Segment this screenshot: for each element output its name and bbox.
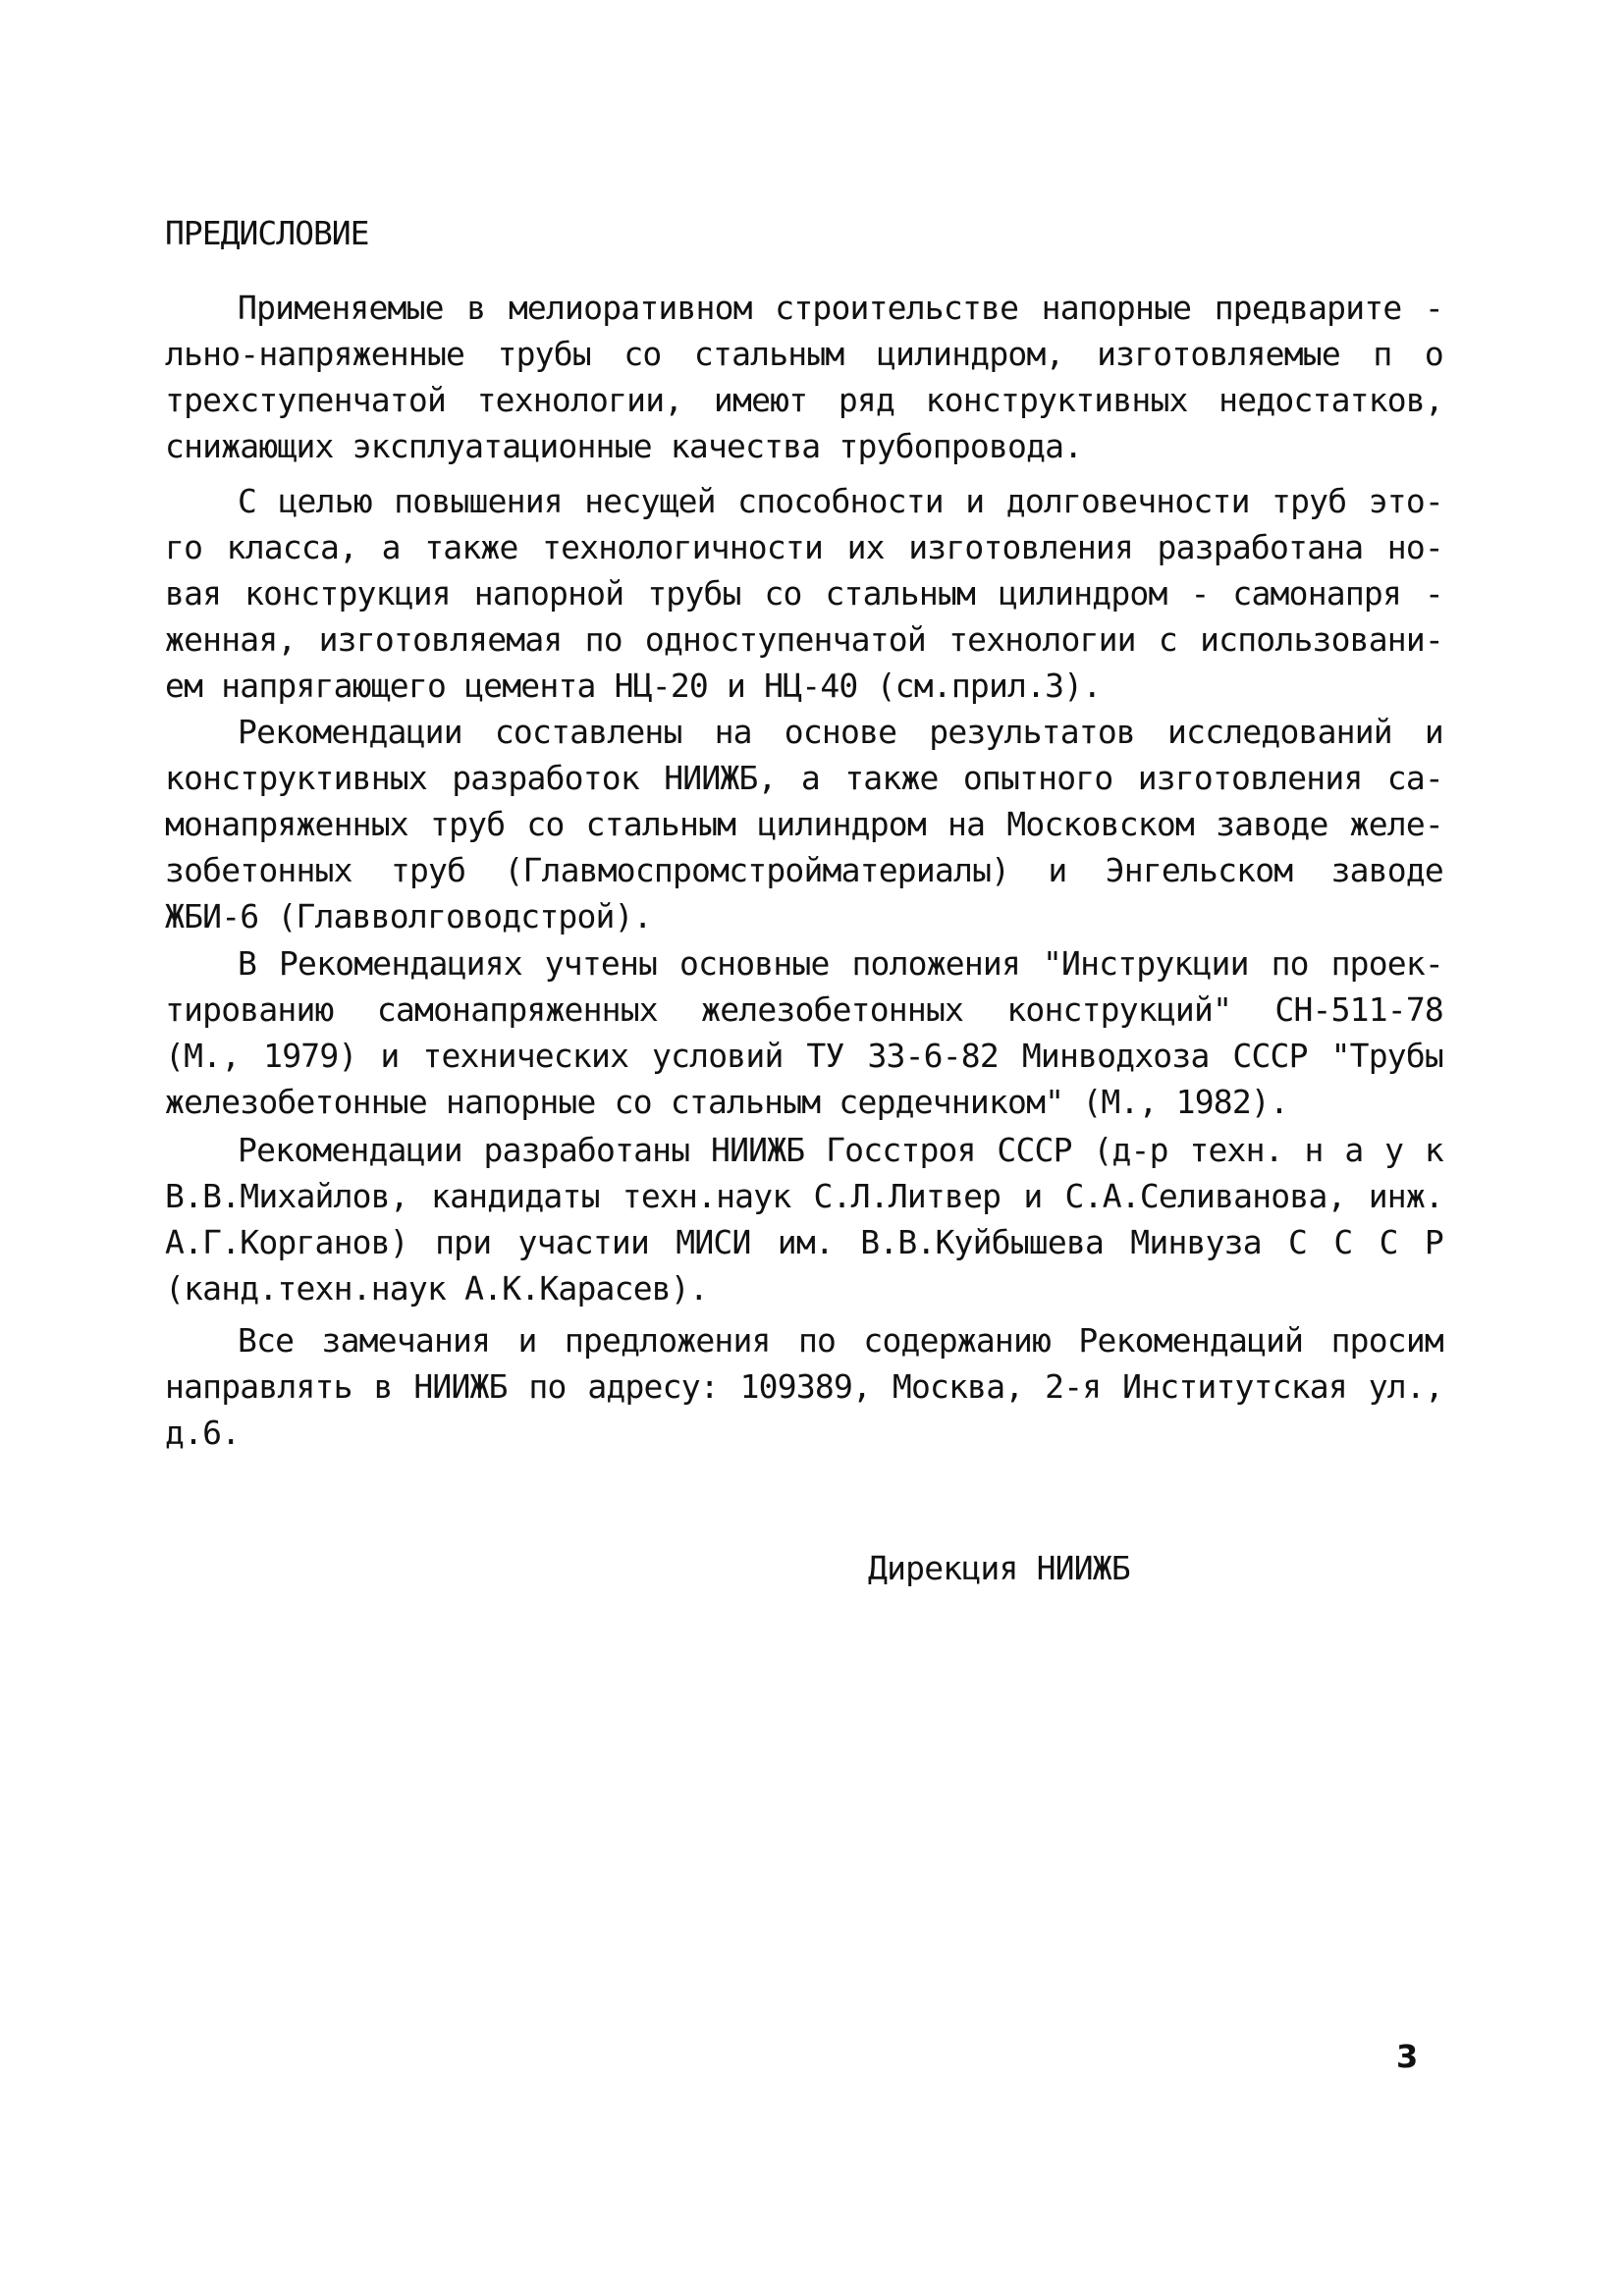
section-heading: ПРЕДИСЛОВИЕ xyxy=(165,214,369,252)
paragraph-line: железобетонные напорные со стальным сердечником" (М., 1982). xyxy=(165,1083,1289,1121)
paragraph-line: направлять в НИИЖБ по адресу: 109389, Москва, 2-я Институтская ул., xyxy=(165,1367,1443,1406)
paragraph-line: зобетонных труб (Главмоспромстройматериалы) и Энгельском заводе xyxy=(165,851,1443,889)
signature: Дирекция НИИЖБ xyxy=(868,1549,1130,1587)
paragraph-line: го класса, а также технологичности их изготовления разработана но- xyxy=(165,528,1443,566)
paragraph-line: д.6. xyxy=(165,1414,241,1452)
paragraph-line: ЖБИ-6 (Главволговодстрой). xyxy=(165,897,652,935)
paragraph-line: (М., 1979) и технических условий ТУ 33-6-82 Минводхоза СССР "Трубы xyxy=(165,1037,1443,1075)
paragraph-line: А.Г.Корганов) при участии МИСИ им. В.В.Куйбышева Минвуза С С С Р xyxy=(165,1223,1443,1261)
paragraph-line: трехступенчатой технологии, имеют ряд конструктивных недостатков, xyxy=(165,381,1443,419)
paragraph-line: Применяемые в мелиоративном строительстве напорные предварите - xyxy=(238,289,1443,327)
paragraph-line: ем напрягающего цемента НЦ-20 и НЦ-40 (см.прил.3). xyxy=(165,667,1102,705)
paragraph-line: Все замечания и предложения по содержанию Рекомендаций просим xyxy=(238,1321,1443,1360)
paragraph-line: льно-напряженные трубы со стальным цилиндром, изготовляемые п о xyxy=(165,335,1443,373)
paragraph-line: В Рекомендациях учтены основные положения "Инструкции по проек- xyxy=(238,944,1443,983)
paragraph-line: (канд.техн.наук А.К.Карасев). xyxy=(165,1269,708,1308)
paragraph-line: Рекомендации составлены на основе результатов исследований и xyxy=(238,713,1443,751)
page-number: 3 xyxy=(1396,2038,1419,2075)
paragraph-line: вая конструкция напорной трубы со стальным цилиндром - самонапря - xyxy=(165,574,1443,613)
paragraph-line: женная, изготовляемая по одноступенчатой технологии с использовани- xyxy=(165,620,1443,659)
paragraph-line: В.В.Михайлов, кандидаты техн.наук С.Л.Литвер и С.А.Селиванова, инж. xyxy=(165,1177,1443,1215)
paragraph-line: конструктивных разработок НИИЖБ, а также опытного изготовления са- xyxy=(165,759,1443,797)
paragraph-line: Рекомендации разработаны НИИЖБ Госстроя СССР (д-р техн. н а у к xyxy=(238,1131,1443,1169)
paragraph-line: тированию самонапряженных железобетонных конструкций" СН-511-78 xyxy=(165,990,1443,1029)
paragraph-line: С целью повышения несущей способности и долговечности труб это- xyxy=(238,482,1443,520)
paragraph-line: снижающих эксплуатационные качества трубопровода. xyxy=(165,427,1083,465)
paragraph-line: монапряженных труб со стальным цилиндром на Московском заводе желе- xyxy=(165,805,1443,843)
